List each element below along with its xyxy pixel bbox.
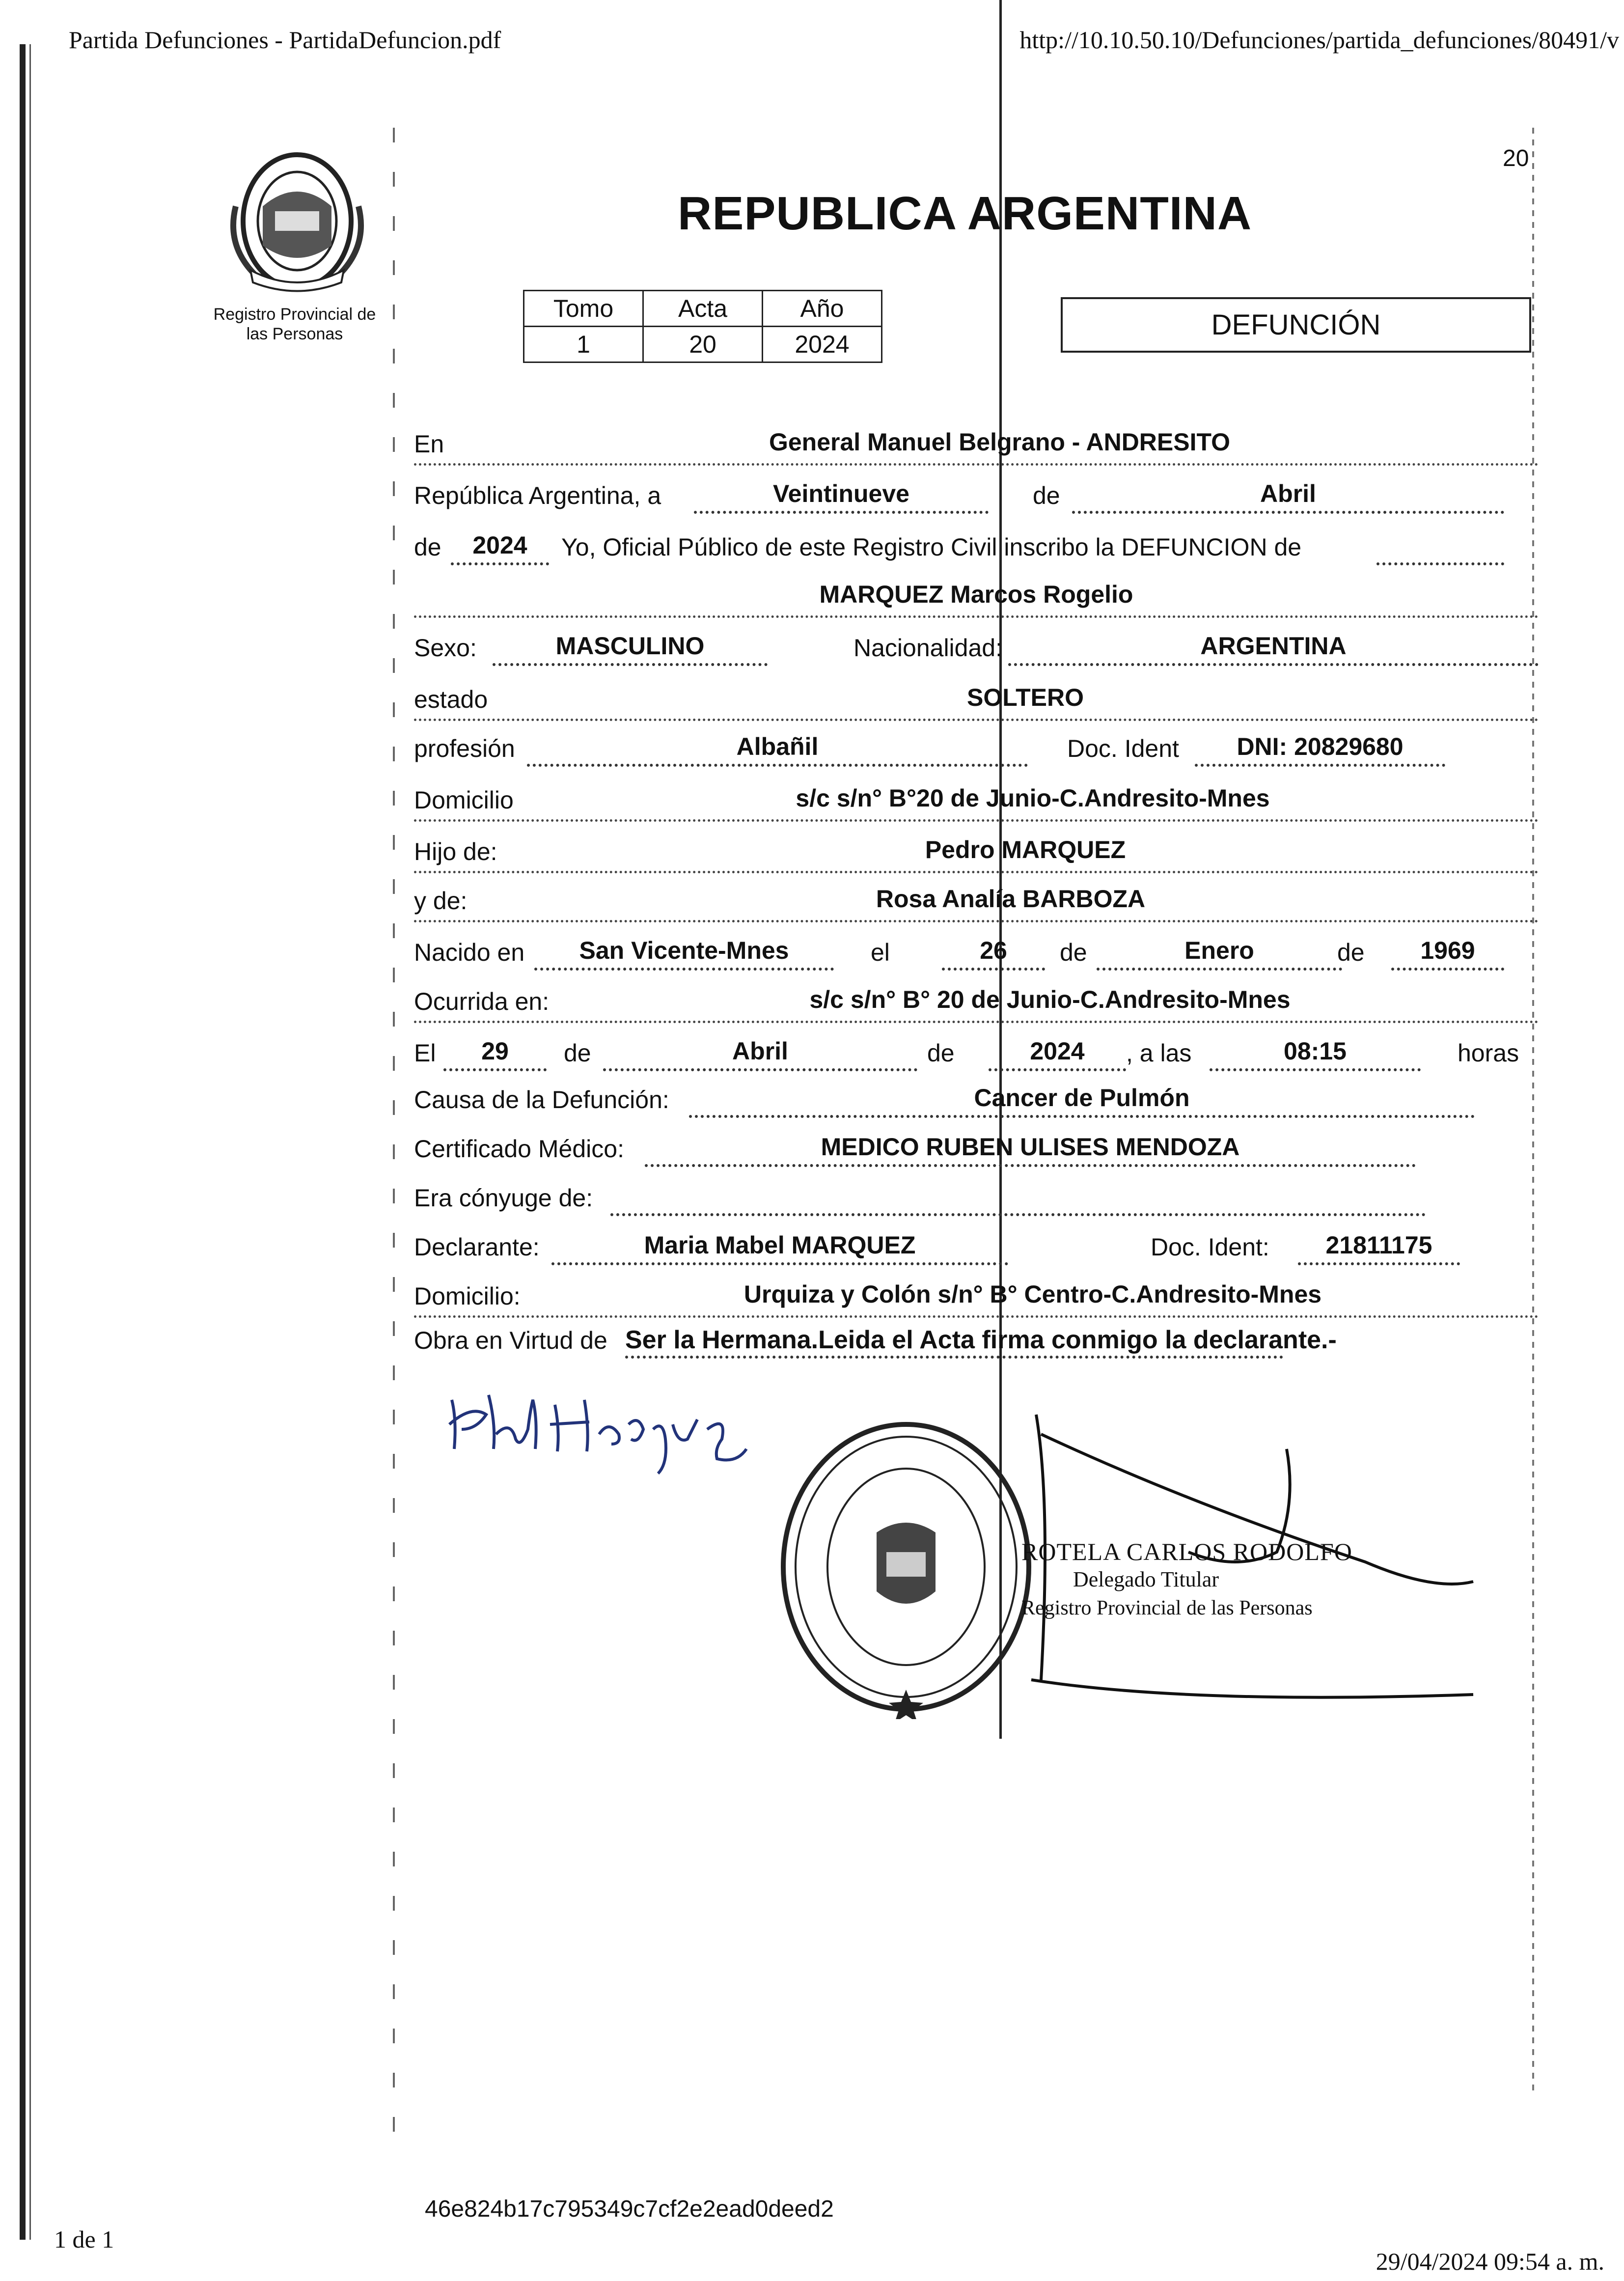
value-declarante-doc: 21811175 bbox=[1325, 1231, 1432, 1259]
value-lugar: General Manuel Belgrano - ANDRESITO bbox=[769, 428, 1231, 456]
label-hijo-de: Hijo de: bbox=[414, 838, 497, 865]
record-header: Año bbox=[763, 291, 882, 327]
value-nacido-anio: 1969 bbox=[1420, 937, 1475, 964]
label-de: de bbox=[927, 1039, 955, 1067]
value-def-mes: Abril bbox=[732, 1037, 788, 1065]
row-profesion bbox=[414, 715, 1539, 764]
value-def-dia: 29 bbox=[481, 1037, 509, 1065]
label-republica: República Argentina, a bbox=[414, 482, 661, 509]
label-profesion: profesión bbox=[414, 735, 515, 762]
row-obra bbox=[414, 1307, 1539, 1356]
misiones-emblem-icon bbox=[216, 147, 378, 295]
value-estado: SOLTERO bbox=[967, 684, 1084, 711]
row-nacimiento bbox=[414, 918, 1539, 968]
row-anio bbox=[414, 513, 1539, 562]
record-table bbox=[523, 290, 882, 363]
page-number: 20 bbox=[1503, 145, 1529, 171]
value-dia-texto: Veintinueve bbox=[773, 480, 909, 507]
value-certificado: MEDICO RUBEN ULISES MENDOZA bbox=[821, 1133, 1240, 1161]
label-yo: Yo, Oficial Público de este Registro Civil inscribo la DEFUNCION de bbox=[561, 533, 1302, 561]
label-conyuge: Era cónyuge de: bbox=[414, 1184, 593, 1212]
label-domicilio: Domicilio bbox=[414, 786, 514, 814]
value-hora: 08:15 bbox=[1284, 1037, 1347, 1065]
row-nombre bbox=[414, 562, 1539, 612]
row-estado bbox=[414, 666, 1539, 715]
registry-line: Registro Provincial de bbox=[213, 305, 376, 324]
print-header-url: http://10.10.50.10/Defunciones/partida_defunciones/80491/v bbox=[1019, 26, 1619, 54]
row-certificado bbox=[414, 1115, 1539, 1164]
scan-border bbox=[29, 44, 31, 2240]
value-nacido-dia: 26 bbox=[980, 937, 1007, 964]
value-dni: DNI: 20829680 bbox=[1237, 733, 1404, 760]
value-padre: Pedro MARQUEZ bbox=[925, 836, 1126, 863]
print-page-count: 1 de 1 bbox=[54, 2225, 114, 2253]
scan-border bbox=[20, 44, 26, 2240]
row-lugar bbox=[414, 410, 1539, 459]
record-value: 1 bbox=[524, 327, 643, 362]
label-nacionalidad: Nacionalidad: bbox=[853, 634, 1002, 662]
value-anio: 2024 bbox=[472, 531, 527, 559]
value-madre: Rosa Analía BARBOZA bbox=[876, 885, 1146, 913]
label-causa: Causa de la Defunción: bbox=[414, 1086, 669, 1113]
document-title: REPUBLICA ARGENTINA bbox=[678, 187, 1252, 240]
print-header-title: Partida Defunciones - PartidaDefuncion.pdf bbox=[69, 26, 501, 54]
value-nacionalidad: ARGENTINA bbox=[1200, 632, 1347, 660]
row-ocurrida bbox=[414, 968, 1539, 1017]
value-def-anio: 2024 bbox=[1030, 1037, 1085, 1065]
value-obra: Ser la Hermana.Leida el Acta firma conmigo la declarante.- bbox=[625, 1326, 1337, 1354]
label-y-de: y de: bbox=[414, 887, 468, 915]
row-conyuge bbox=[414, 1164, 1539, 1213]
value-nacido-mes: Enero bbox=[1184, 937, 1254, 964]
value-causa: Cancer de Pulmón bbox=[974, 1084, 1190, 1112]
label-a-las: , a las bbox=[1126, 1039, 1192, 1067]
declarant-signature bbox=[442, 1365, 756, 1483]
row-declarante-domicilio bbox=[414, 1262, 1539, 1311]
label-de: de bbox=[1060, 939, 1087, 966]
registry-caption bbox=[187, 305, 403, 344]
label-el: el bbox=[871, 939, 890, 966]
value-mes: Abril bbox=[1260, 480, 1316, 507]
label-estado: estado bbox=[414, 686, 488, 713]
row-causa bbox=[414, 1066, 1539, 1115]
label-de: de bbox=[414, 533, 441, 561]
label-de: de bbox=[1337, 939, 1365, 966]
record-value: 20 bbox=[643, 327, 763, 362]
label-de: de bbox=[1033, 482, 1060, 509]
document-type: DEFUNCIÓN bbox=[1211, 309, 1381, 341]
row-domicilio bbox=[414, 766, 1539, 815]
label-declarante: Declarante: bbox=[414, 1233, 540, 1261]
registry-line: las Personas bbox=[246, 325, 343, 343]
document-type-box bbox=[1061, 297, 1531, 353]
delegate-name: ROTELA CARLOS RODOLFO bbox=[1021, 1538, 1352, 1565]
record-value: 2024 bbox=[763, 327, 882, 362]
row-declarante bbox=[414, 1213, 1539, 1262]
value-declarante: Maria Mabel MARQUEZ bbox=[644, 1231, 916, 1259]
value-nacido-lugar: San Vicente-Mnes bbox=[579, 937, 789, 964]
label-doc-ident: Doc. Ident: bbox=[1151, 1233, 1269, 1261]
label-doc-ident: Doc. Ident bbox=[1067, 735, 1179, 762]
print-timestamp: 29/04/2024 09:54 a. m. bbox=[1376, 2248, 1604, 2275]
row-fecha bbox=[414, 462, 1539, 511]
row-padre bbox=[414, 818, 1539, 867]
document-hash: 46e824b17c795349c7cf2e2ead0deed2 bbox=[425, 2196, 834, 2222]
label-domicilio: Domicilio: bbox=[414, 1282, 521, 1310]
label-sexo: Sexo: bbox=[414, 634, 477, 662]
record-header: Tomo bbox=[524, 291, 643, 327]
label-el: El bbox=[414, 1039, 436, 1067]
value-nombre: MARQUEZ Marcos Rogelio bbox=[819, 581, 1133, 608]
label-obra: Obra en Virtud de bbox=[414, 1327, 607, 1354]
delegate-organization: Registro Provincial de las Personas bbox=[1021, 1597, 1313, 1619]
label-de: de bbox=[564, 1039, 591, 1067]
row-madre bbox=[414, 867, 1539, 916]
dotted-line bbox=[625, 1356, 1283, 1359]
value-declarante-domicilio: Urquiza y Colón s/n° B° Centro-C.Andresito-Mnes bbox=[743, 1280, 1322, 1308]
label-en: En bbox=[414, 430, 444, 458]
delegate-title: Delegado Titular bbox=[1073, 1567, 1219, 1591]
scan-fold-line bbox=[393, 128, 395, 2142]
record-header: Acta bbox=[643, 291, 763, 327]
label-nacido-en: Nacido en bbox=[414, 939, 525, 966]
row-sexo bbox=[414, 614, 1539, 663]
label-certificado: Certificado Médico: bbox=[414, 1135, 624, 1163]
value-ocurrida: s/c s/n° B° 20 de Junio-C.Andresito-Mnes bbox=[809, 986, 1291, 1013]
label-horas: horas bbox=[1458, 1039, 1519, 1067]
value-domicilio: s/c s/n° B°20 de Junio-C.Andresito-Mnes bbox=[796, 784, 1270, 812]
value-profesion: Albañil bbox=[736, 733, 819, 760]
value-sexo: MASCULINO bbox=[555, 632, 705, 660]
row-fecha-defuncion bbox=[414, 1019, 1539, 1068]
label-ocurrida-en: Ocurrida en: bbox=[414, 988, 550, 1015]
